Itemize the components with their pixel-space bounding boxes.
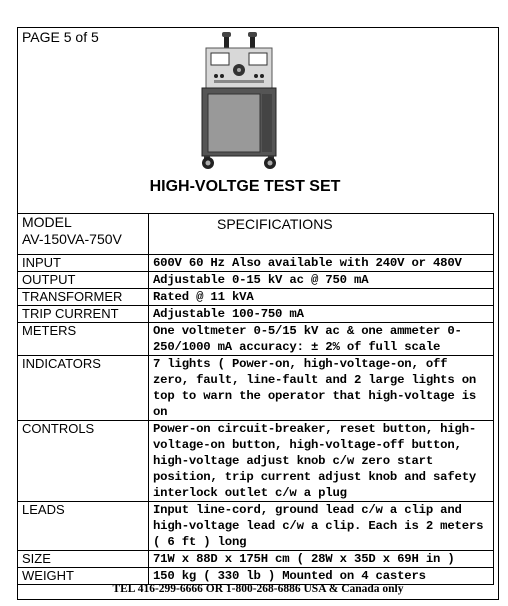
table-row (18, 551, 494, 568)
spec-value: Power-on circuit-breaker, reset button, high-voltage-on button, high-voltage-off button, high-voltage adjust knob c/w zero start position, trip current adjust knob and safety interlock outlet c/w a plug (149, 421, 494, 502)
spec-label: CONTROLS (18, 421, 149, 502)
specifications-table (17, 213, 494, 585)
spec-value: Input line-cord, ground lead c/w a clip and high-voltage lead c/w a clip. Each is 2 meters ( 6 ft ) long (149, 502, 494, 551)
contact-footer: TEL 416-299-6666 OR 1-800-268-6886 USA & Canada only (112, 583, 404, 595)
spec-label: OUTPUT (18, 272, 149, 289)
table-row (18, 421, 494, 502)
spec-label: INPUT (18, 255, 149, 272)
model-label: MODEL (22, 214, 72, 230)
spec-value: 7 lights ( Power-on, high-voltage-on, off zero, fault, line-fault and 2 large lights on top to warn the operator that high-voltage is on (149, 356, 494, 421)
spec-value: 150 kg ( 330 lb ) Mounted on 4 casters (149, 568, 494, 585)
table-row (18, 356, 494, 421)
spec-value: Rated @ 11 kVA (149, 289, 494, 306)
document-title: HIGH-VOLTGE TEST SET (149, 178, 341, 195)
table-row (18, 323, 494, 356)
product-photo (196, 30, 282, 170)
table-row (18, 502, 494, 551)
spec-value: 71W x 88D x 175H cm ( 28W x 35D x 69H in ) (149, 551, 494, 568)
table-row (18, 255, 494, 272)
spec-value: 600V 60 Hz Also available with 240V or 480V (149, 255, 494, 272)
specifications-header-label: SPECIFICATIONS (217, 216, 333, 232)
spec-label: LEADS (18, 502, 149, 551)
table-row (18, 306, 494, 323)
page-number: PAGE 5 of 5 (22, 29, 99, 45)
spec-label: WEIGHT (18, 568, 149, 585)
model-value: AV-150VA-750V (22, 231, 122, 247)
spec-label: TRANSFORMER (18, 289, 149, 306)
table-row (18, 289, 494, 306)
spec-value: Adjustable 0-15 kV ac @ 750 mA (149, 272, 494, 289)
spec-value: One voltmeter 0-5/15 kV ac & one ammeter 0-250/1000 mA accuracy: ± 2% of full scale (149, 323, 494, 356)
table-row (18, 568, 494, 585)
table-header-row (18, 214, 494, 255)
spec-label: TRIP CURRENT (18, 306, 149, 323)
model-cell (18, 214, 149, 255)
spec-label: METERS (18, 323, 149, 356)
specifications-header (149, 214, 494, 255)
spec-label: INDICATORS (18, 356, 149, 421)
table-row (18, 272, 494, 289)
spec-value: Adjustable 100-750 mA (149, 306, 494, 323)
spec-label: SIZE (18, 551, 149, 568)
